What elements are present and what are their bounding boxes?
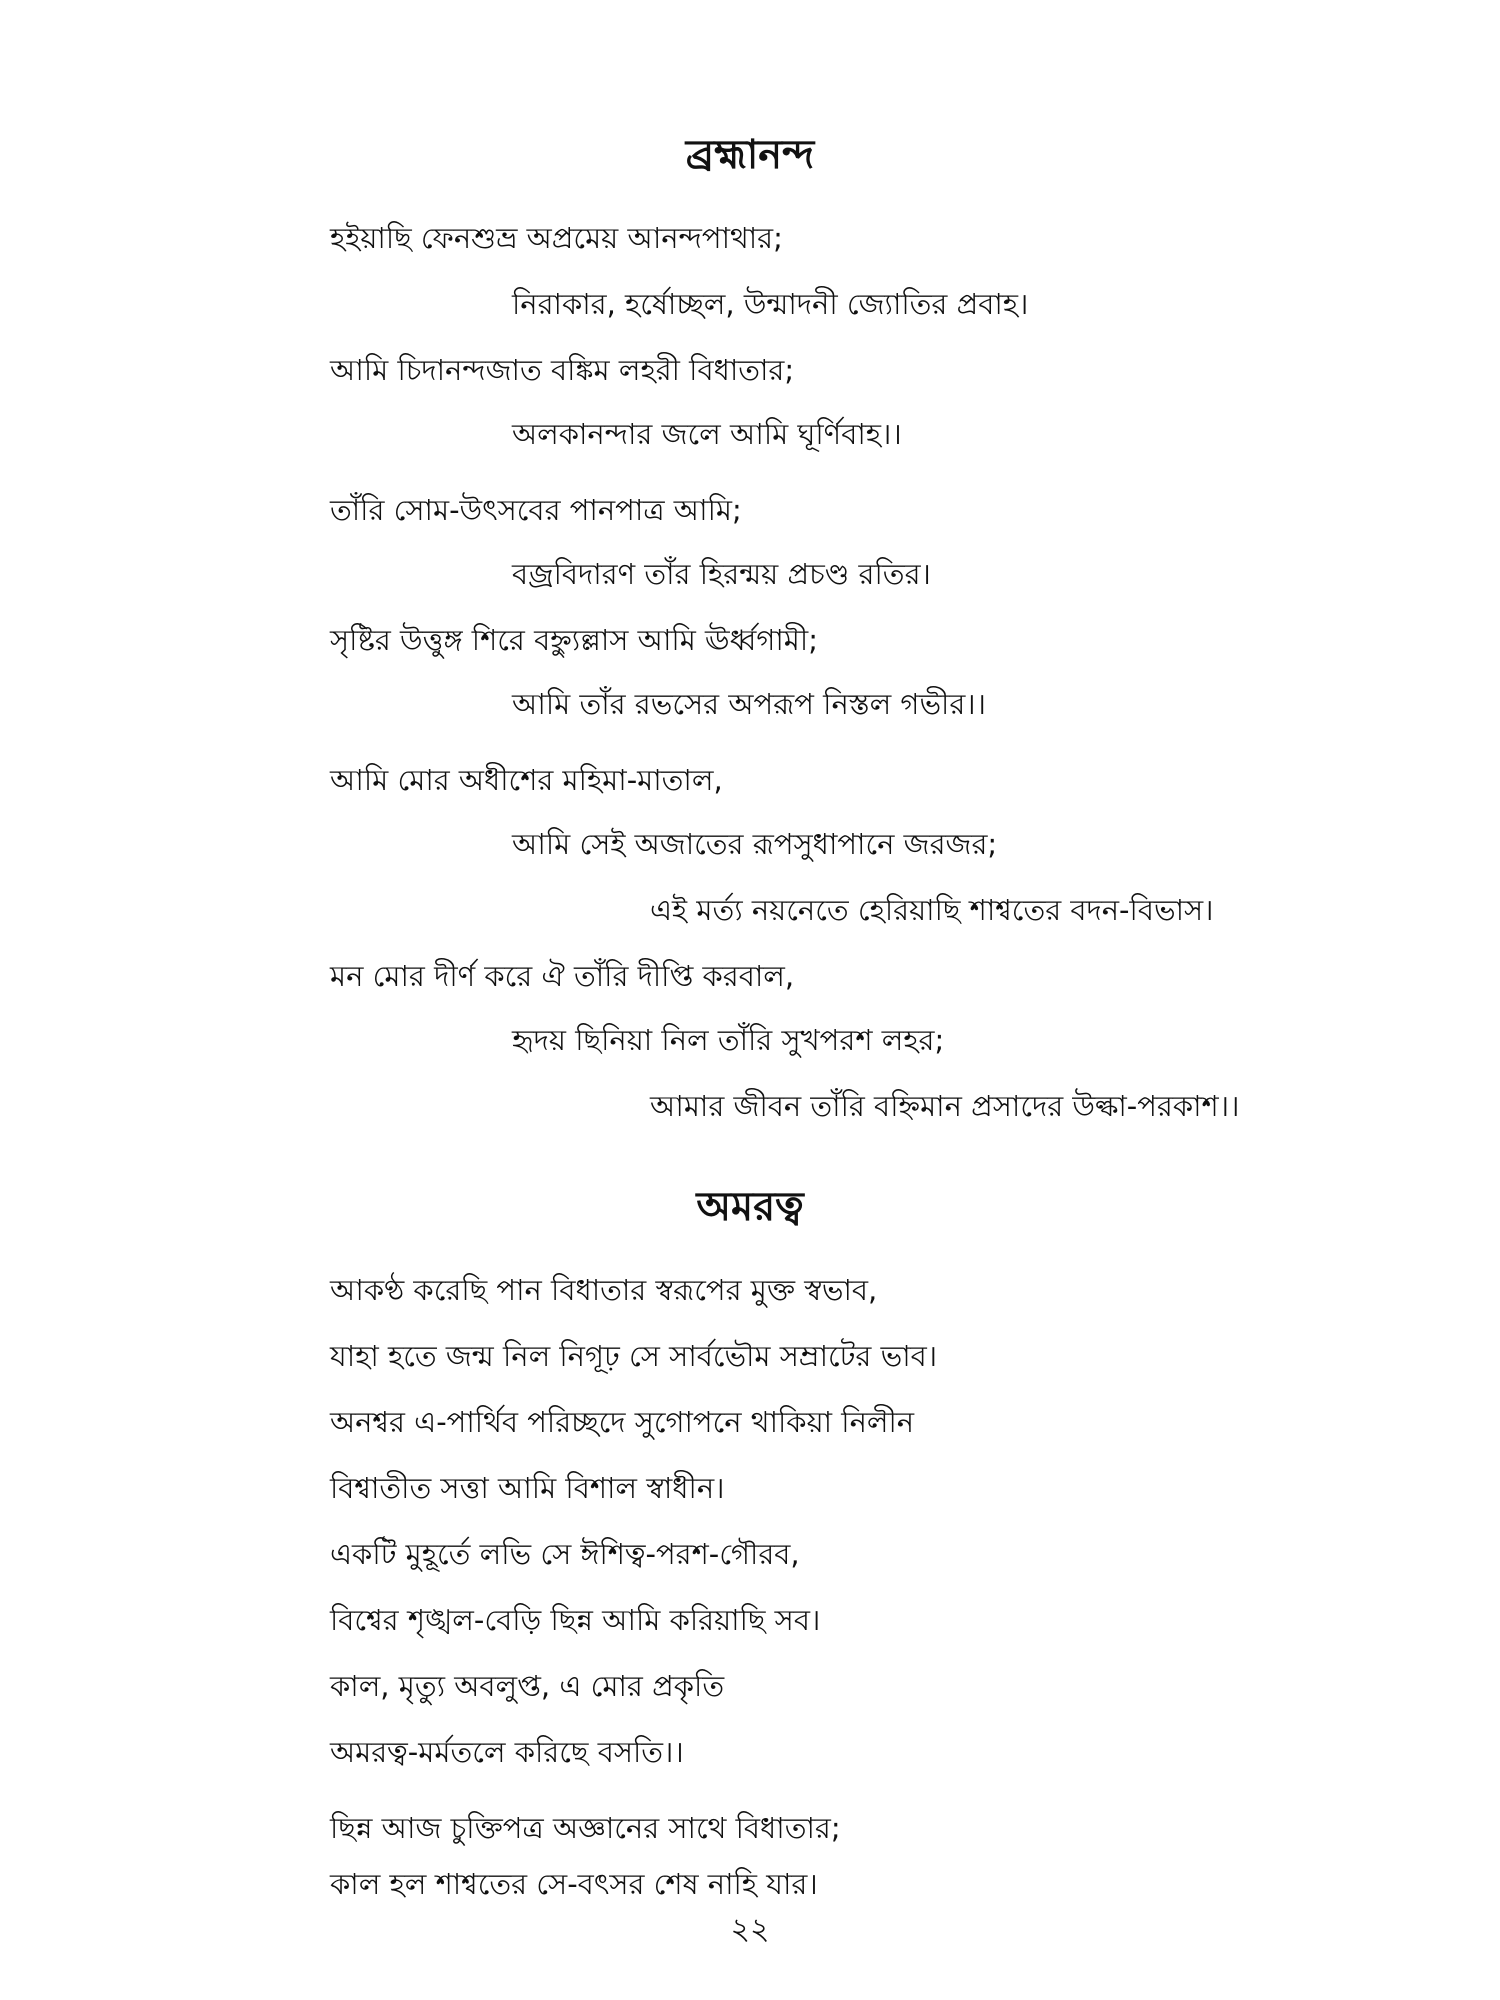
poem-line: এই মর্ত্য নয়নেতে হেরিয়াছি শাশ্বতের বদন-বিভাস। [650,893,1214,927]
poem-line: যাহা হতে জন্ম নিল নিগূঢ় সে সার্বভৌম সম্রাটের ভাব। [330,1339,938,1373]
poem-title-amaratva: অমরত্ব [696,1184,804,1230]
poem-line: একটি মুহূর্তে লভি সে ঈশিত্ব-পরশ-গৌরব, [330,1537,800,1571]
poem-line: কাল হল শাশ্বতের সে-বৎসর শেষ নাহি যার। [330,1867,818,1901]
poem-line: আমি সেই অজাতের রূপসুধাপানে জরজর; [512,827,998,861]
poem-line: তাঁরি সোম-উৎসবের পানপাত্র আমি; [330,493,742,527]
poem-line: অমরত্ব-মর্মতলে করিছে বসতি।। [330,1735,684,1769]
poem-line: নিরাকার, হর্ষোচ্ছল, উন্মাদনী জ্যোতির প্রবাহ। [512,287,1029,321]
poem-line: অনশ্বর এ-পার্থিব পরিচ্ছদে সুগোপনে থাকিয়া নিলীন [330,1405,915,1439]
poem-line: আমি তাঁর রভসের অপরূপ নিস্তল গভীর।। [512,687,987,721]
page-number: ২২ [730,1912,770,1947]
poem-line: হৃদয় ছিনিয়া নিল তাঁরি সুখপরশ লহর; [512,1023,945,1057]
poem-line: সৃষ্টির উত্তুঙ্গ শিরে বহ্ন্যুল্লাস আমি ঊর্ধ্বগামী; [330,623,818,657]
poem-line: বজ্রবিদারণ তাঁর হিরন্ময় প্রচণ্ড রতির। [512,557,931,591]
poem-title-brahmananda: ব্রহ্মানন্দ [685,132,815,178]
poem-line: আকণ্ঠ করেছি পান বিধাতার স্বরূপের মুক্ত স্বভাব, [330,1273,878,1307]
poem-line: বিশ্বাতীত সত্তা আমি বিশাল স্বাধীন। [330,1471,725,1505]
poem-line: কাল, মৃত্যু অবলুপ্ত, এ মোর প্রকৃতি [330,1669,725,1703]
poem-line: হইয়াছি ফেনশুভ্র অপ্রমেয় আনন্দপাথার; [330,221,783,255]
poem-line: আমি চিদানন্দজাত বঙ্কিম লহরী বিধাতার; [330,353,795,387]
poem-line: অলকানন্দার জলে আমি ঘূর্ণিবাহ।। [512,417,902,451]
poem-line: মন মোর দীর্ণ করে ঐ তাঁরি দীপ্তি করবাল, [330,959,795,993]
poem-line: ছিন্ন আজ চুক্তিপত্র অজ্ঞানের সাথে বিধাতার; [330,1811,841,1845]
poem-line: বিশ্বের শৃঙ্খল-বেড়ি ছিন্ন আমি করিয়াছি সব। [330,1603,821,1637]
poem-line: আমি মোর অধীশের মহিমা-মাতাল, [330,763,723,797]
poem-line: আমার জীবন তাঁরি বহ্নিমান প্রসাদের উল্কা-পরকাশ।। [650,1089,1240,1123]
